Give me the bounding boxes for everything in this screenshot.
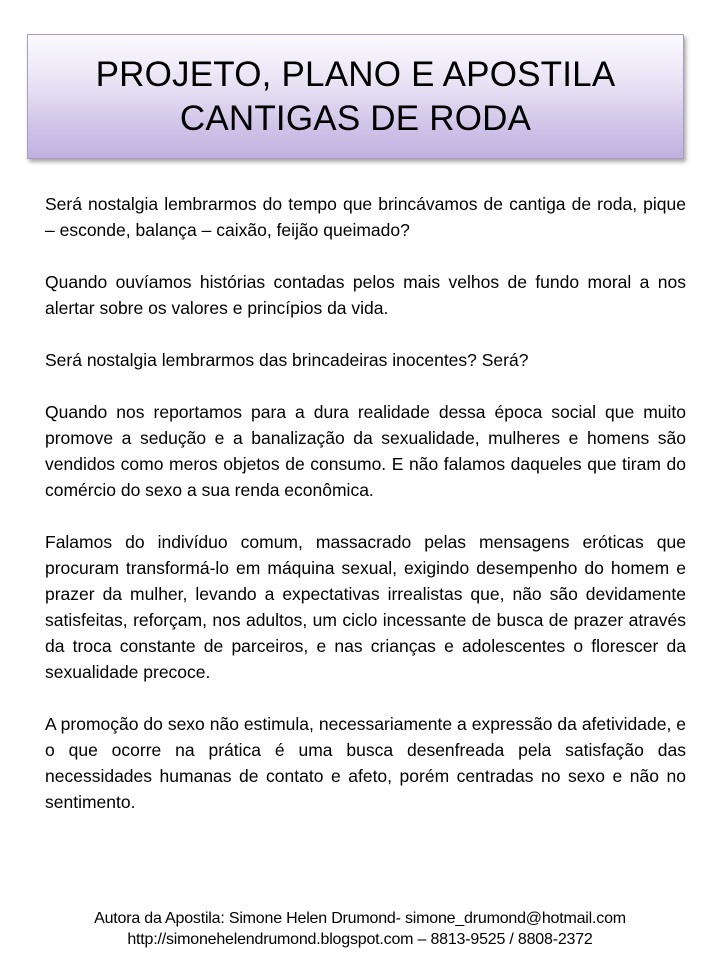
footer-contact-line: http://simonehelendrumond.blogspot.com – 8813-9525 / 8808-2372 — [127, 931, 593, 948]
footer — [0, 908, 720, 950]
paragraph-3: Será nostalgia lembrarmos das brincadeiras inocentes? Será? — [45, 350, 529, 370]
paragraph-5: Falamos do indivíduo comum, massacrado pelas mensagens eróticas que procuram transformá-lo em máquina sexual, exigindo desempenho do homem e prazer da mulher, levando a expectativas irrealistas que, não são devidamente satisfeitas, reforçam, nos adultos, um ciclo incessante de busca de prazer através da troca constante de parceiros, e nas crianças e adolescentes o florescer da sexualidade precoce. — [45, 532, 686, 682]
paragraph-1: Será nostalgia lembrarmos do tempo que brincávamos de cantiga de roda, pique – esconde, balança – caixão, feijão queimado? — [45, 194, 686, 240]
paragraph-4: Quando nos reportamos para a dura realidade dessa época social que muito promove a sedução e a banalização da sexualidade, mulheres e homens são vendidos como meros objetos de consumo. E não falamos daqueles que tiram do comércio do sexo a sua renda econômica. — [45, 402, 686, 500]
title-banner — [27, 34, 684, 159]
body-text — [45, 191, 686, 841]
paragraph-2: Quando ouvíamos histórias contadas pelos mais velhos de fundo moral a nos alertar sobre os valores e princípios da vida. — [45, 272, 686, 318]
title-line-1: PROJETO, PLANO E APOSTILA — [95, 54, 616, 94]
paragraph-6: A promoção do sexo não estimula, necessariamente a expressão da afetividade, e o que ocorre na prática é uma busca desenfreada pela satisfação das necessidades humanas de contato e afeto, porém centradas no sexo e não no sentimento. — [45, 714, 686, 812]
footer-author-line: Autora da Apostila: Simone Helen Drumond- simone_drumond@hotmail.com — [94, 910, 626, 927]
title-line-2: CANTIGAS DE RODA — [179, 98, 532, 138]
